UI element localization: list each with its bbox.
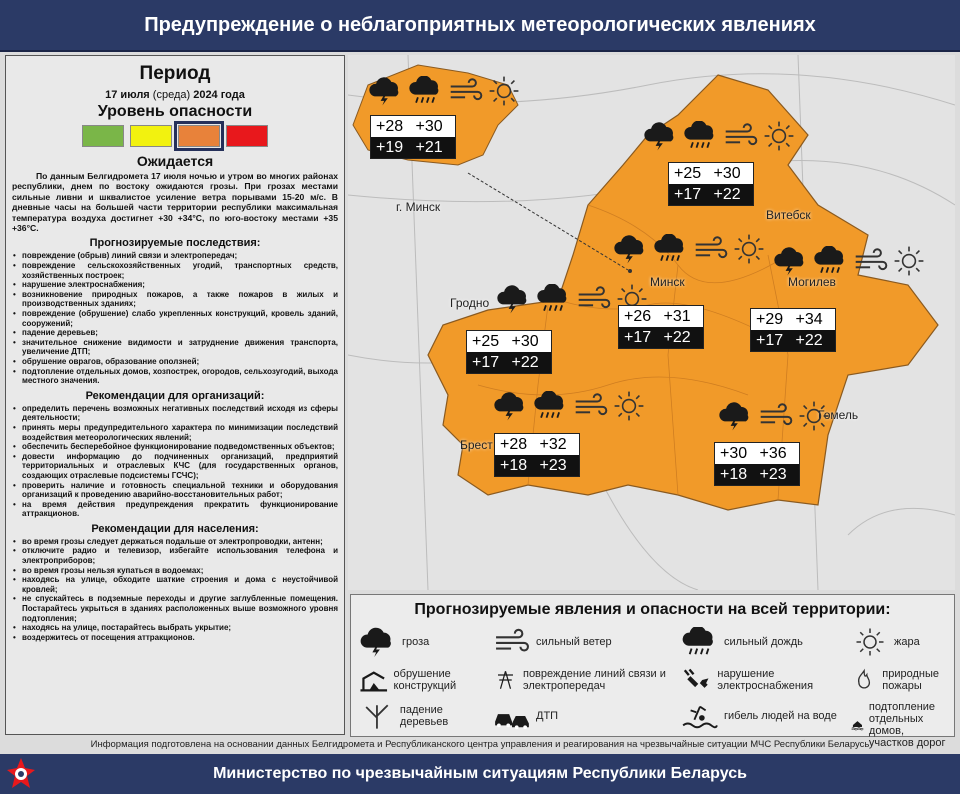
tree-icon bbox=[359, 701, 395, 731]
date-day: 17 июля bbox=[105, 89, 150, 101]
legend-label: гроза bbox=[402, 636, 430, 648]
temp-row-day bbox=[751, 309, 835, 330]
thunderstorm-icon bbox=[613, 234, 649, 264]
wind-icon bbox=[723, 121, 759, 151]
emercom-logo-icon bbox=[4, 757, 38, 791]
page-title: Предупреждение о неблагоприятных метеорологических явлениях bbox=[0, 0, 960, 52]
temp-value: +32 bbox=[539, 435, 567, 453]
thunderstorm-icon bbox=[368, 76, 404, 106]
city-label: Гомель bbox=[818, 408, 859, 422]
legend-label: обрушение конструкций bbox=[393, 668, 457, 692]
temp-box-mogilev bbox=[750, 308, 836, 352]
list-item: • во время грозы нельзя купаться в водоемах; bbox=[12, 566, 338, 576]
temp-row-night bbox=[467, 352, 551, 373]
consequences-title: Прогнозируемые последствия: bbox=[89, 237, 261, 250]
temp-row-day bbox=[495, 434, 579, 455]
temp-value: +28 bbox=[376, 117, 404, 135]
list-item: • на время действия предупреждения прекратить функционирование аттракционов. bbox=[12, 500, 338, 519]
heavy-rain-icon bbox=[813, 246, 849, 276]
temp-value: +34 bbox=[795, 310, 823, 328]
list-item: • проверить наличие и готовность специальной техники и оборудования организаций к проведению аварийно-восстановительных работ; bbox=[12, 481, 338, 500]
fire-icon bbox=[851, 665, 877, 695]
list-item: • отключите радио и телевизор, избегайте использования телефона и электроприборов; bbox=[12, 546, 338, 565]
danger-level-title: Уровень опасности bbox=[97, 103, 253, 120]
list-item: • возникновение природных пожаров, а также пожаров в жилых и производственных зданиях; bbox=[12, 290, 338, 309]
thunderstorm-icon bbox=[718, 401, 754, 431]
temp-row-night bbox=[619, 327, 703, 348]
legend-item bbox=[681, 627, 846, 657]
wind-icon bbox=[573, 391, 609, 421]
city-label: Брест bbox=[460, 438, 493, 452]
legend-label: природные пожары bbox=[882, 668, 940, 692]
legend-label: сильный дождь bbox=[724, 636, 803, 648]
weather-icons-brest bbox=[493, 390, 645, 422]
heavy-rain-icon bbox=[536, 284, 572, 314]
wind-icon bbox=[693, 234, 729, 264]
heavy-rain-icon bbox=[653, 234, 689, 264]
thunderstorm-icon bbox=[359, 627, 397, 657]
legend-label: сильный ветер bbox=[536, 636, 612, 648]
temp-value: +22 bbox=[713, 185, 741, 203]
list-item: • значительное снижение видимости и затруднение движения транспорта, увеличение ДТП; bbox=[12, 338, 338, 357]
temp-value: +30 bbox=[720, 444, 748, 462]
collapse-icon bbox=[359, 665, 389, 695]
legend-label: нарушение электроснабжения bbox=[717, 668, 814, 692]
left-panel bbox=[5, 55, 345, 735]
legend-label: повреждение линий связи и электропередач bbox=[522, 668, 666, 692]
power-line-icon bbox=[493, 665, 518, 695]
temp-value: +17 bbox=[472, 353, 500, 371]
heat-icon bbox=[851, 627, 889, 657]
thunderstorm-icon bbox=[496, 284, 532, 314]
list-item: • обрушение оврагов, образование оползней; bbox=[12, 357, 338, 367]
car-crash-icon bbox=[493, 701, 531, 731]
temp-box-minsk-city bbox=[370, 115, 456, 159]
heavy-rain-icon bbox=[533, 391, 569, 421]
list-item: • падение деревьев; bbox=[12, 328, 338, 338]
legend-item bbox=[359, 627, 489, 657]
legend-item bbox=[359, 665, 489, 695]
wind-icon bbox=[576, 284, 612, 314]
rec-org-title: Рекомендации для организаций: bbox=[85, 389, 265, 402]
temp-box-brest bbox=[494, 433, 580, 477]
list-item: • обеспечить бесперебойное функционирование подведомственных объектов; bbox=[12, 442, 338, 452]
temp-value: +22 bbox=[511, 353, 539, 371]
temp-value: +18 bbox=[720, 465, 748, 483]
temp-box-vitebsk bbox=[668, 162, 754, 206]
legend-item bbox=[359, 701, 489, 731]
rec-pop-list bbox=[12, 537, 338, 643]
weather-icons-vitebsk bbox=[643, 120, 795, 152]
temp-value: +30 bbox=[713, 164, 741, 182]
legend-title: Прогнозируемые явления и опасности на всей территории: bbox=[414, 601, 891, 618]
city-label: Могилев bbox=[788, 275, 836, 289]
danger-level-swatch bbox=[82, 125, 124, 147]
temp-box-grodno bbox=[466, 330, 552, 374]
heat-icon bbox=[733, 233, 765, 265]
legend-item bbox=[851, 627, 951, 657]
legend-label: подтопление отдельных домов, участков дорог bbox=[868, 701, 946, 749]
temp-row-night bbox=[751, 330, 835, 351]
list-item: • довести информацию до подчиненных организаций, предприятий территориальных и отраслевых КЧС (для государственных органов, создающих отраслевые подсистемы ГСЧС); bbox=[12, 452, 338, 481]
heat-icon bbox=[613, 390, 645, 422]
flood-icon bbox=[851, 710, 864, 740]
legend-label: ДТП bbox=[536, 710, 559, 722]
legend-item bbox=[851, 665, 951, 695]
legend-item bbox=[493, 665, 673, 695]
temp-value: +17 bbox=[624, 328, 652, 346]
temp-value: +18 bbox=[500, 456, 528, 474]
city-label: Витебск bbox=[766, 208, 811, 222]
expected-text: По данным Белгидромета 17 июля ночью и утром во многих районах республики, днем по востоку ожидаются грозы. При грозах местами сильные ливни и шквалистое усиление ветра порывами 15-20 м/с. В дневные часы на большей части территории республики максимальная температура воздуха достигнет +30 +34°С, по юго-востоку местами +35 +36°С. bbox=[12, 171, 338, 234]
temp-value: +17 bbox=[756, 331, 784, 349]
legend-label: гибель людей на воде bbox=[724, 710, 837, 722]
list-item: • во время грозы следует держаться подальше от электропроводки, антенн; bbox=[12, 537, 338, 547]
thunderstorm-icon bbox=[493, 391, 529, 421]
temp-row-day bbox=[619, 306, 703, 327]
date-year: 2024 года bbox=[193, 89, 245, 101]
list-item: • принять меры предупредительного характера по минимизации последствий воздействия метеорологических явлений; bbox=[12, 423, 338, 442]
temp-row-night bbox=[371, 137, 455, 158]
period-date bbox=[12, 89, 338, 101]
temp-value: +31 bbox=[663, 307, 691, 325]
danger-level-swatch bbox=[178, 125, 220, 147]
weather-icons-gomel bbox=[718, 400, 830, 432]
list-item: • находясь на улице, постарайтесь выбрать укрытие; bbox=[12, 623, 338, 633]
temp-box-minsk bbox=[618, 305, 704, 349]
wind-icon bbox=[758, 401, 794, 431]
list-item: • находясь на улице, обходите шаткие строения и дома с неустойчивой кровлей; bbox=[12, 575, 338, 594]
legend-item bbox=[681, 665, 846, 695]
legend-item bbox=[493, 701, 673, 731]
temp-value: +23 bbox=[759, 465, 787, 483]
thunderstorm-icon bbox=[773, 246, 809, 276]
temp-value: +22 bbox=[795, 331, 823, 349]
heavy-rain-icon bbox=[408, 76, 444, 106]
list-item: • не спускайтесь в подземные переходы и другие заглубленные помещения. Постарайтесь укрыться в зданиях расположенных выше возможного уровня подтопления; bbox=[12, 594, 338, 623]
thunderstorm-icon bbox=[643, 121, 679, 151]
temp-value: +30 bbox=[511, 332, 539, 350]
city-label: Минск bbox=[650, 275, 685, 289]
danger-level-swatch bbox=[226, 125, 268, 147]
date-weekday: (среда) bbox=[149, 89, 194, 101]
footer-ministry: Министерство по чрезвычайным ситуациям Республики Беларусь bbox=[0, 754, 960, 794]
heat-icon bbox=[798, 400, 830, 432]
map bbox=[348, 55, 955, 590]
temp-row-night bbox=[495, 455, 579, 476]
legend-label: жара bbox=[894, 636, 920, 648]
period-title: Период bbox=[139, 63, 211, 84]
temp-value: +29 bbox=[756, 310, 784, 328]
heat-icon bbox=[763, 120, 795, 152]
consequences-list bbox=[12, 251, 338, 385]
wind-icon bbox=[853, 246, 889, 276]
temp-value: +25 bbox=[674, 164, 702, 182]
list-item: • подтопление отдельных домов, хозпострек, огородов, сельхозугодий, выхода местного значения. bbox=[12, 367, 338, 386]
danger-level-swatch bbox=[130, 125, 172, 147]
temp-row-night bbox=[715, 464, 799, 485]
list-item: • повреждение (обрушение) слабо укрепленных конструкций, кровель зданий, сооружений; bbox=[12, 309, 338, 328]
list-item: • повреждение (обрыв) линий связи и электропередач; bbox=[12, 251, 338, 261]
heavy-rain-icon bbox=[681, 627, 719, 657]
source-note: Информация подготовлена на основании данных Белгидромета и Республиканского центра управления и реагирования на чрезвычайные ситуации МЧС Республики Беларусь bbox=[90, 739, 870, 750]
temp-row-day bbox=[371, 116, 455, 137]
rec-org-list bbox=[12, 404, 338, 519]
list-item: • повреждение сельскохозяйственных угодий, транспортных средств, хозяйственных построек; bbox=[12, 261, 338, 280]
temp-value: +23 bbox=[539, 456, 567, 474]
weather-icons-minsk bbox=[613, 233, 765, 265]
temp-value: +30 bbox=[415, 117, 443, 135]
temp-row-day bbox=[467, 331, 551, 352]
legend-item bbox=[493, 627, 673, 657]
temp-value: +28 bbox=[500, 435, 528, 453]
danger-level-scale bbox=[12, 125, 338, 147]
temp-row-night bbox=[669, 184, 753, 205]
weather-icons-mogilev bbox=[773, 245, 925, 277]
temp-value: +25 bbox=[472, 332, 500, 350]
list-item: • воздержитесь от посещения аттракционов. bbox=[12, 633, 338, 643]
wind-icon bbox=[448, 76, 484, 106]
plug-icon bbox=[681, 665, 712, 695]
legend-label: падение деревьев bbox=[399, 704, 449, 728]
temp-row-day bbox=[669, 163, 753, 184]
rec-pop-title: Рекомендации для населения: bbox=[91, 522, 259, 535]
list-item: • нарушение электроснабжения; bbox=[12, 280, 338, 290]
temp-value: +36 bbox=[759, 444, 787, 462]
drowning-icon bbox=[681, 701, 719, 731]
temp-value: +17 bbox=[674, 185, 702, 203]
expected-title: Ожидается bbox=[136, 153, 214, 169]
temp-value: +22 bbox=[663, 328, 691, 346]
heat-icon bbox=[488, 75, 520, 107]
temp-row-day bbox=[715, 443, 799, 464]
temp-value: +26 bbox=[624, 307, 652, 325]
heat-icon bbox=[893, 245, 925, 277]
weather-icons-minsk-city bbox=[368, 75, 520, 107]
temp-box-gomel bbox=[714, 442, 800, 486]
temp-value: +19 bbox=[376, 138, 404, 156]
list-item: • определить перечень возможных негативных последствий исходя из сферы деятельности; bbox=[12, 404, 338, 423]
wind-icon bbox=[493, 627, 531, 657]
heavy-rain-icon bbox=[683, 121, 719, 151]
city-label: г. Минск bbox=[396, 200, 441, 214]
temp-value: +21 bbox=[415, 138, 443, 156]
legend-item bbox=[681, 701, 846, 731]
city-label: Гродно bbox=[450, 296, 490, 310]
